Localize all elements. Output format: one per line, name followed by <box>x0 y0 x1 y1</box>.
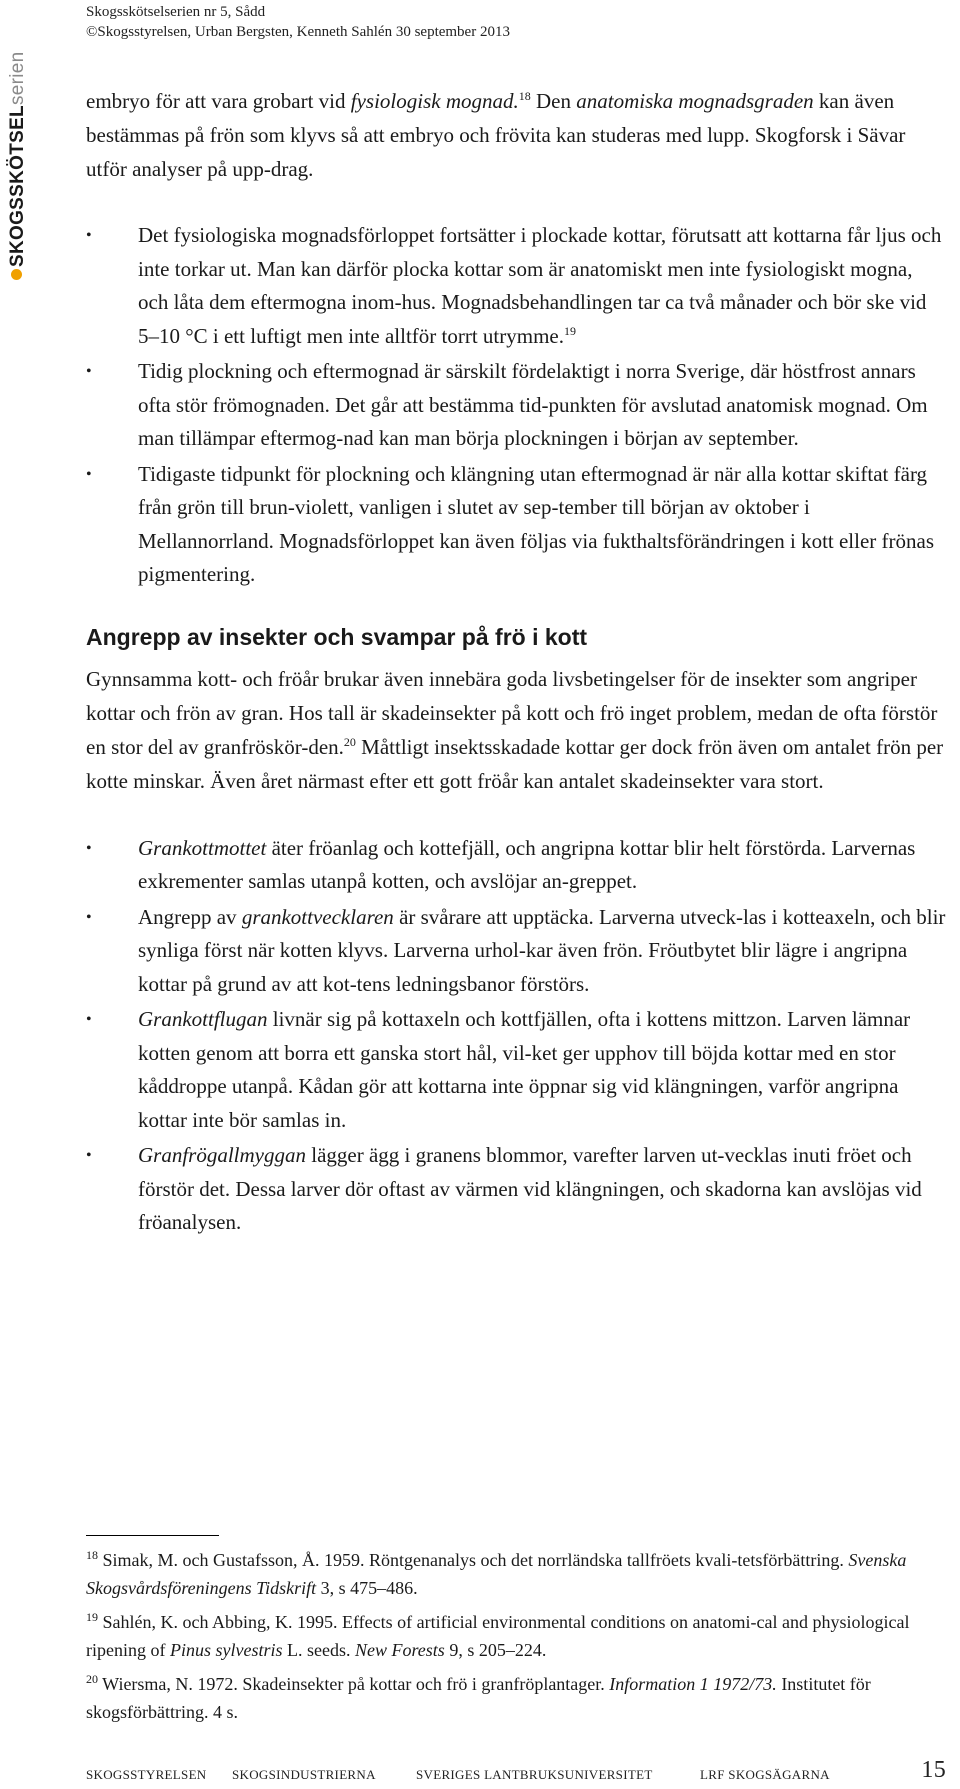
footnote-italic: New Forests <box>354 1640 445 1660</box>
bullet-icon: • <box>86 1147 92 1164</box>
skogsskotsel-serien-logo <box>4 40 32 280</box>
footnote-italic: Svenska Skogsvårdsföreningens Tidskrift <box>86 1550 907 1598</box>
list-item-text: livnär sig på kottaxeln och kottfjällen, ofta i kottens mittzon. Larven lämnar kotten genom att borra ett ganska stort hål, vil-ket ger upphov till böjda kottar med en stor kåddroppe utanpå. Kådan gör att kottarna inte öppnar sig vid klängningen, varför angripna kottar inte bör samlas in. <box>138 1007 911 1132</box>
footnote-text: Simak, M. och Gustafsson, Å. 1959. Röntgenanalys och det norrländska tallfröets kvali-tetsförbättring. <box>98 1550 849 1570</box>
species-name: grankottvecklaren <box>241 904 394 929</box>
bullet-icon: • <box>86 1011 92 1028</box>
bullet-icon: • <box>86 908 92 926</box>
list-item-text: är svårare att upptäcka. Larverna utveck-las i kotteaxeln, och blir synliga först när kotten klyvs. Larverna urhol-kar även frön. Fröutbytet blir lägre i angripna kottar på grund av att kot-tens ledningsbanor förstörs. <box>138 904 946 996</box>
footnote-number: 19 <box>86 1610 98 1624</box>
footer-org-skogsstyrelsen: SKOGSSTYRELSEN <box>86 1767 207 1782</box>
section-paragraph <box>86 662 946 798</box>
page-number: 15 <box>921 1757 946 1783</box>
list-item-text: Det fysiologiska mognadsförloppet fortsätter i plockade kottar, förutsatt att kottarna får ljus och inte torkar ut. Man kan därför plocka kottar som är anatomiskt men inte fysiologiskt mogna, och låta dem eftermogna inom-hus. Mognadsbehandlingen tar ca två månader och bör ske vid 5–10 °C i ett luftigt men inte alltför torrt utrymme. <box>138 223 942 348</box>
intro-italic-2: anatomiska mognadsgraden <box>576 89 814 113</box>
footnote-number: 20 <box>86 1672 98 1686</box>
section-heading: Angrepp av insekter och svampar på frö i kott <box>86 623 588 650</box>
main-content <box>86 84 946 1240</box>
footnote-ref-20[interactable]: 20 <box>343 734 356 749</box>
list-item-pre: Angrepp av <box>138 904 242 929</box>
page-header <box>86 2 510 42</box>
list-item <box>86 458 946 592</box>
section-text-1: Gynnsamma kott- och fröår brukar även innebära goda livsbetingelser för de insekter som angriper kottar och frön av gran. Hos tall är skadeinsekter på kott och frö inget problem, medan de ofta förstör en stor del av granfröskör-den. <box>86 666 938 759</box>
species-name: Granfrögallmyggan <box>138 1143 306 1167</box>
bullet-icon: • <box>86 465 92 483</box>
species-name: Grankottmottet <box>138 835 267 860</box>
logo-brand-text: SKOGSSKÖTSEL <box>7 105 28 267</box>
footnote-text: 3, s 475–486. <box>316 1578 418 1598</box>
list-item <box>86 355 946 456</box>
list-item-text: Tidig plockning och eftermognad är särskilt fördelaktigt i norra Sverige, där höstfrost annars ofta stör frömognaden. Det går att bestämma tid-punkten för avslutad anatomisk mognad. Om man tillämpar eftermog-nad kan man börja plockningen i början av september. <box>138 359 928 450</box>
list-item <box>86 219 946 353</box>
list-item-text: äter fröanlag och kottefjäll, och angripna kottar blir helt förstörda. Larvernas exkrementer samlas utanpå kotten, och avslöjar an-greppet. <box>138 835 916 893</box>
footnote-20 <box>86 1670 946 1726</box>
bullet-icon: • <box>86 839 92 857</box>
footnote-ref-18[interactable]: 18 <box>518 89 531 103</box>
footnote-text: 9, s 205–224. <box>444 1640 547 1660</box>
intro-text-1: embryo för att vara grobart vid <box>86 89 351 113</box>
copyright-line: ©Skogsstyrelsen, Urban Bergsten, Kenneth Sahlén 30 september 2013 <box>86 24 510 40</box>
list-item-text: lägger ägg i granens blommor, varefter larven ut-vecklas inuti fröet och förstör det. Dessa larver dör oftast av värmen vid klängningen, och skadorna kan avslöjas vid fröanalysen. <box>138 1143 922 1234</box>
list-item <box>86 1003 946 1137</box>
logo-series-text: serien <box>7 51 28 106</box>
footnotes <box>86 1546 946 1732</box>
footnote-number: 18 <box>86 1548 98 1562</box>
intro-paragraph <box>86 84 946 186</box>
series-line: Skogsskötselserien nr 5, Sådd <box>86 4 266 20</box>
footnote-18 <box>86 1546 946 1602</box>
footnote-divider <box>86 1535 219 1536</box>
list-item-text: Tidigaste tidpunkt för plockning och klängning utan eftermognad är när alla kottar skiftat färg från grön till brun-violett, vanligen i slutet av sep-tember till början av oktober i Mellannorrland. Mognadsförloppet kan även följas via fukthaltsförändringen i kott eller frönas pigmentering. <box>138 461 935 586</box>
footnote-text: Wiersma, N. 1972. Skadeinsekter på kottar och frö i granfröplantager. <box>98 1674 610 1694</box>
intro-text-2: Den <box>530 89 577 113</box>
footnote-text: L. seeds. <box>282 1640 355 1660</box>
bullet-icon: • <box>86 363 92 380</box>
list-item <box>86 832 946 899</box>
footer-org-skogsindustrierna: SKOGSINDUSTRIERNA <box>232 1767 376 1782</box>
footer-org-lrf: LRF SKOGSÄGARNA <box>700 1767 830 1782</box>
logo-dot-icon <box>11 269 22 280</box>
footnote-ref-19[interactable]: 19 <box>564 323 576 338</box>
bullet-icon: • <box>86 227 92 244</box>
footnote-19 <box>86 1608 946 1664</box>
footnote-italic: Pinus sylvestris <box>169 1640 283 1660</box>
footer-org-slu: SVERIGES LANTBRUKSUNIVERSITET <box>416 1767 653 1782</box>
list-item <box>86 901 946 1002</box>
footnote-text: Sahlén, K. och Abbing, K. 1995. Effects of artificial environmental conditions on anatomi-cal and physiological ripening of <box>86 1612 910 1660</box>
intro-text-3: kan även bestämmas på frön som klyvs så att embryo och frövita kan studeras med lupp. Skogforsk i Sävar utför analyser på upp-drag. <box>86 89 906 181</box>
species-name: Grankottflugan <box>138 1007 268 1031</box>
list-item <box>86 1139 946 1240</box>
section-text-2: Måttligt insektsskadade kottar ger dock frön även om antalet frön per kotte minskar. Även året närmast efter ett gott fröår kan antalet skadeinsekter vara stort. <box>86 734 944 793</box>
footnote-text: Institutet för skogsförbättring. 4 s. <box>86 1674 871 1722</box>
ripening-bullet-list <box>86 219 946 592</box>
insect-bullet-list <box>86 832 946 1240</box>
intro-italic-1: fysiologisk mognad. <box>350 89 519 113</box>
footnote-italic: Information 1 1972/73. <box>609 1674 777 1694</box>
